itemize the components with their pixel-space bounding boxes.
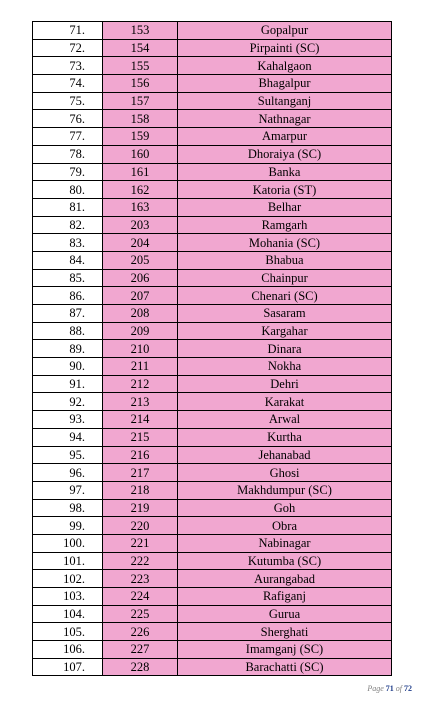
serial-number-cell: 73. [33,57,103,75]
table-row [33,251,392,269]
ac-number-cell: 163 [103,198,178,216]
table-row [33,163,392,181]
table-row [33,216,392,234]
constituency-name-cell: Ramgarh [178,216,392,234]
serial-number-cell: 99. [33,517,103,535]
ac-number-cell: 155 [103,57,178,75]
ac-number-cell: 157 [103,92,178,110]
constituency-name-cell: Ghosi [178,464,392,482]
table-body [33,22,392,676]
table-row [33,464,392,482]
constituency-name-cell: Katoria (ST) [178,181,392,199]
ac-number-cell: 220 [103,517,178,535]
table-row [33,75,392,93]
constituency-name-cell: Barachatti (SC) [178,658,392,676]
ac-number-cell: 211 [103,358,178,376]
ac-number-cell: 219 [103,499,178,517]
constituency-name-cell: Obra [178,517,392,535]
constituency-name-cell: Amarpur [178,128,392,146]
ac-number-cell: 225 [103,605,178,623]
constituency-name-cell: Kargahar [178,322,392,340]
serial-number-cell: 104. [33,605,103,623]
table-row [33,340,392,358]
constituency-name-cell: Goh [178,499,392,517]
table-row [33,588,392,606]
ac-number-cell: 209 [103,322,178,340]
serial-number-cell: 84. [33,251,103,269]
ac-number-cell: 218 [103,481,178,499]
table-row [33,198,392,216]
table-row [33,552,392,570]
constituency-name-cell: Kutumba (SC) [178,552,392,570]
constituency-name-cell: Sultanganj [178,92,392,110]
constituency-name-cell: Dhoraiya (SC) [178,145,392,163]
serial-number-cell: 74. [33,75,103,93]
serial-number-cell: 91. [33,375,103,393]
ac-number-cell: 206 [103,269,178,287]
serial-number-cell: 98. [33,499,103,517]
ac-number-cell: 158 [103,110,178,128]
serial-number-cell: 75. [33,92,103,110]
ac-number-cell: 227 [103,641,178,659]
footer-total-pages: 72 [404,684,412,693]
table-row [33,481,392,499]
constituency-table [32,21,392,676]
table-row [33,269,392,287]
serial-number-cell: 107. [33,658,103,676]
ac-number-cell: 207 [103,287,178,305]
constituency-name-cell: Aurangabad [178,570,392,588]
serial-number-cell: 88. [33,322,103,340]
constituency-name-cell: Dehri [178,375,392,393]
footer-page-number: 71 [385,684,394,693]
serial-number-cell: 85. [33,269,103,287]
table-row [33,411,392,429]
footer-of-word: of [395,684,402,693]
constituency-name-cell: Chainpur [178,269,392,287]
footer-page-word: Page [367,684,384,693]
constituency-name-cell: Arwal [178,411,392,429]
table-row [33,658,392,676]
table-row [33,641,392,659]
constituency-name-cell: Bhabua [178,251,392,269]
serial-number-cell: 93. [33,411,103,429]
serial-number-cell: 90. [33,358,103,376]
ac-number-cell: 226 [103,623,178,641]
table-row [33,446,392,464]
ac-number-cell: 215 [103,428,178,446]
table-row [33,234,392,252]
table-row [33,393,392,411]
table-row [33,287,392,305]
table-row [33,570,392,588]
serial-number-cell: 72. [33,39,103,57]
constituency-name-cell: Nathnagar [178,110,392,128]
serial-number-cell: 87. [33,305,103,323]
ac-number-cell: 210 [103,340,178,358]
ac-number-cell: 216 [103,446,178,464]
serial-number-cell: 81. [33,198,103,216]
table-row [33,145,392,163]
constituency-name-cell: Rafiganj [178,588,392,606]
serial-number-cell: 89. [33,340,103,358]
ac-number-cell: 204 [103,234,178,252]
table-row [33,322,392,340]
constituency-name-cell: Belhar [178,198,392,216]
table-row [33,128,392,146]
page-footer [367,684,412,693]
serial-number-cell: 101. [33,552,103,570]
table-row [33,623,392,641]
ac-number-cell: 217 [103,464,178,482]
ac-number-cell: 154 [103,39,178,57]
constituency-name-cell: Karakat [178,393,392,411]
serial-number-cell: 79. [33,163,103,181]
constituency-name-cell: Sherghati [178,623,392,641]
ac-number-cell: 223 [103,570,178,588]
table-row [33,517,392,535]
table-row [33,605,392,623]
serial-number-cell: 97. [33,481,103,499]
ac-number-cell: 162 [103,181,178,199]
serial-number-cell: 96. [33,464,103,482]
table-row [33,39,392,57]
ac-number-cell: 203 [103,216,178,234]
serial-number-cell: 94. [33,428,103,446]
serial-number-cell: 95. [33,446,103,464]
serial-number-cell: 78. [33,145,103,163]
ac-number-cell: 160 [103,145,178,163]
constituency-name-cell: Makhdumpur (SC) [178,481,392,499]
serial-number-cell: 86. [33,287,103,305]
constituency-name-cell: Nokha [178,358,392,376]
ac-number-cell: 156 [103,75,178,93]
serial-number-cell: 77. [33,128,103,146]
constituency-name-cell: Nabinagar [178,534,392,552]
ac-number-cell: 228 [103,658,178,676]
constituency-name-cell: Chenari (SC) [178,287,392,305]
constituency-name-cell: Jehanabad [178,446,392,464]
constituency-name-cell: Sasaram [178,305,392,323]
table-row [33,428,392,446]
ac-number-cell: 159 [103,128,178,146]
serial-number-cell: 92. [33,393,103,411]
table-row [33,181,392,199]
table-row [33,499,392,517]
table-row [33,22,392,40]
constituency-name-cell: Pirpainti (SC) [178,39,392,57]
table-row [33,305,392,323]
ac-number-cell: 213 [103,393,178,411]
ac-number-cell: 153 [103,22,178,40]
serial-number-cell: 76. [33,110,103,128]
serial-number-cell: 71. [33,22,103,40]
ac-number-cell: 221 [103,534,178,552]
serial-number-cell: 100. [33,534,103,552]
ac-number-cell: 224 [103,588,178,606]
serial-number-cell: 80. [33,181,103,199]
ac-number-cell: 214 [103,411,178,429]
table-row [33,110,392,128]
table-row [33,92,392,110]
serial-number-cell: 83. [33,234,103,252]
table-row [33,57,392,75]
table-row [33,358,392,376]
ac-number-cell: 161 [103,163,178,181]
serial-number-cell: 105. [33,623,103,641]
ac-number-cell: 208 [103,305,178,323]
constituency-name-cell: Banka [178,163,392,181]
constituency-name-cell: Gurua [178,605,392,623]
constituency-name-cell: Dinara [178,340,392,358]
ac-number-cell: 205 [103,251,178,269]
table-row [33,375,392,393]
constituency-name-cell: Kahalgaon [178,57,392,75]
serial-number-cell: 106. [33,641,103,659]
constituency-name-cell: Gopalpur [178,22,392,40]
constituency-name-cell: Kurtha [178,428,392,446]
table-row [33,534,392,552]
ac-number-cell: 212 [103,375,178,393]
ac-number-cell: 222 [103,552,178,570]
constituency-name-cell: Bhagalpur [178,75,392,93]
constituency-name-cell: Imamganj (SC) [178,641,392,659]
constituency-name-cell: Mohania (SC) [178,234,392,252]
serial-number-cell: 82. [33,216,103,234]
serial-number-cell: 102. [33,570,103,588]
serial-number-cell: 103. [33,588,103,606]
